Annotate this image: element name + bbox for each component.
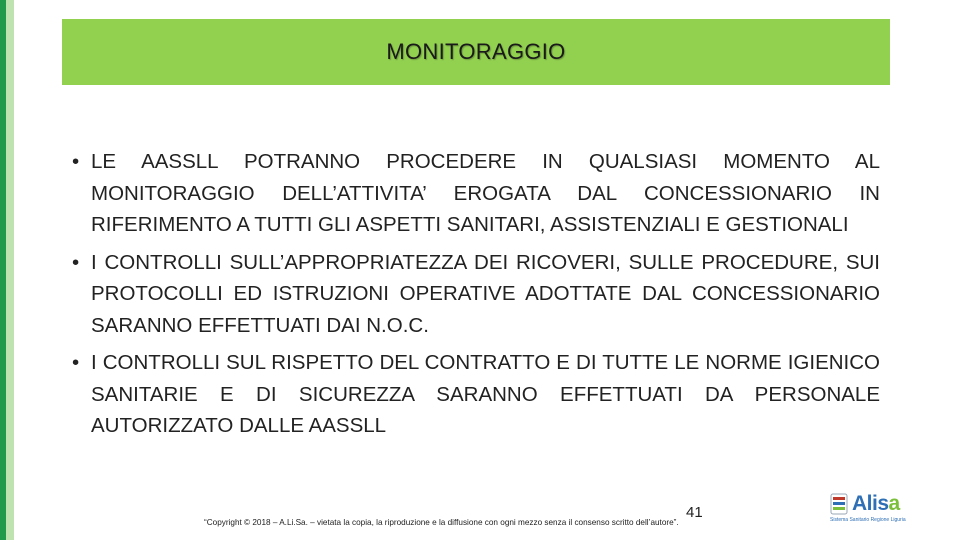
left-accent-bar-light <box>6 0 14 540</box>
liguria-emblem-icon <box>830 493 848 515</box>
logo-wordmark: Alisa <box>852 492 900 515</box>
bullet-text: I CONTROLLI SUL RISPETTO DEL CONTRATTO E DI TUTTE LE NORME IGIENICO SANITARIE E DI SICUREZZA SARANNO EFFETTUATI DA PERSONALE AUTORIZZATO DALLE AASSLL <box>91 351 880 437</box>
bullet-text: LE AASSLL POTRANNO PROCEDERE IN QUALSIASI MOMENTO AL MONITORAGGIO DELL’ATTIVITA’ EROGATA DAL CONCESSIONARIO IN RIFERIMENTO A TUTTI GLI ASPETTI SANITARI, ASSISTENZIALI E GESTIONALI <box>91 150 880 236</box>
bullet-item <box>72 146 880 241</box>
copyright-footer: “Copyright © 2018 – A.Li.Sa. – vietata la copia, la riproduzione e la diffusione con ogni mezzo senza il consenso scritto dell’autore”. <box>204 518 679 527</box>
bullet-icon: • <box>72 150 80 173</box>
alisa-logo <box>830 492 922 530</box>
slide-title: MONITORAGGIO <box>386 39 566 64</box>
bullet-item <box>72 347 880 442</box>
bullet-item <box>72 247 880 342</box>
page-number: 41 <box>686 504 703 521</box>
logo-tagline: Sistema Sanitario Regione Liguria <box>830 517 906 523</box>
bullet-text: I CONTROLLI SULL’APPROPRIATEZZA DEI RICOVERI, SULLE PROCEDURE, SUI PROTOCOLLI ED ISTRUZIONI OPERATIVE ADOTTATE DAL CONCESSIONARIO SARANNO EFFETTUATI DAI N.O.C. <box>91 250 880 337</box>
bullet-icon: • <box>72 351 80 374</box>
bullet-icon: • <box>72 250 80 274</box>
bullet-list <box>72 146 880 448</box>
title-banner <box>62 19 890 85</box>
